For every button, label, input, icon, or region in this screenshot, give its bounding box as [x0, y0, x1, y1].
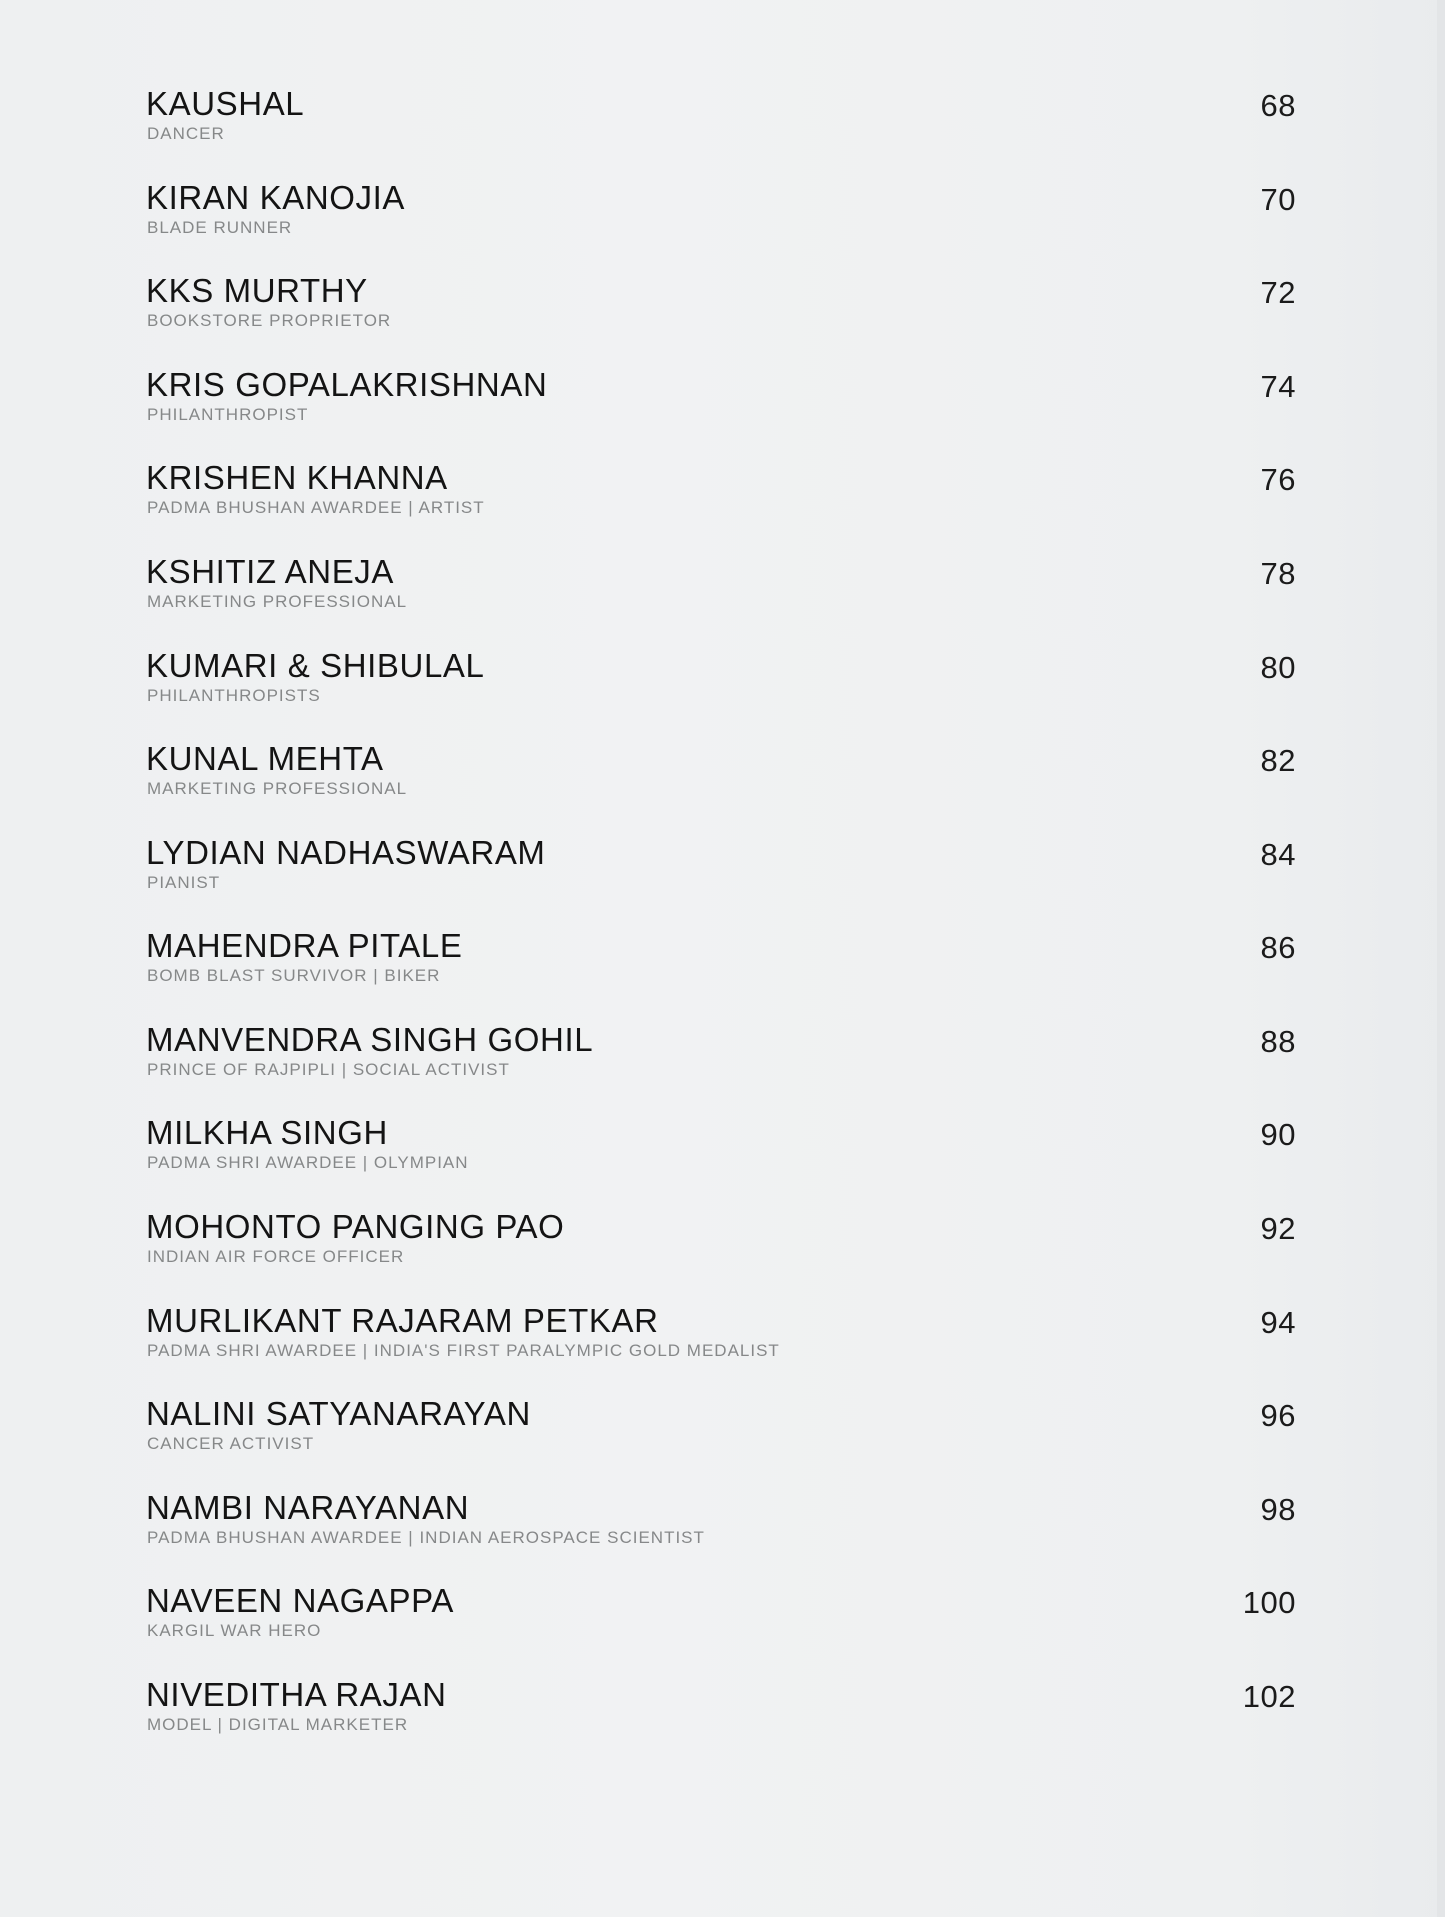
- toc-entry[interactable]: [146, 1116, 1296, 1196]
- entry-name: KKS MURTHY: [146, 272, 368, 309]
- entry-name: KRIS GOPALAKRISHNAN: [146, 366, 548, 403]
- entry-page-number: 102: [1242, 1679, 1296, 1714]
- entry-role: MODEL | DIGITAL MARKETER: [147, 1715, 409, 1734]
- entry-page-number: 100: [1242, 1585, 1296, 1620]
- entry-role: PRINCE OF RAJPIPLI | SOCIAL ACTIVIST: [147, 1060, 510, 1079]
- entry-name: LYDIAN NADHASWARAM: [146, 834, 546, 871]
- entry-name: NIVEDITHA RAJAN: [146, 1676, 447, 1713]
- entry-name: KRISHEN KHANNA: [146, 459, 448, 496]
- entry-role: PHILANTHROPIST: [147, 405, 309, 424]
- entry-role: BOMB BLAST SURVIVOR | BIKER: [147, 966, 441, 985]
- entry-role: PHILANTHROPISTS: [147, 686, 321, 705]
- entry-page-number: 70: [1260, 182, 1296, 217]
- entry-name: NAMBI NARAYANAN: [146, 1489, 470, 1526]
- toc-entry[interactable]: [146, 1584, 1296, 1664]
- toc-entry[interactable]: [146, 649, 1296, 729]
- toc-entry[interactable]: [146, 1491, 1296, 1571]
- entry-page-number: 82: [1260, 743, 1296, 778]
- entry-page-number: 94: [1260, 1305, 1296, 1340]
- entry-page-number: 76: [1260, 462, 1296, 497]
- entry-name: KIRAN KANOJIA: [146, 179, 406, 216]
- entry-name: KUNAL MEHTA: [146, 740, 384, 777]
- toc-entry[interactable]: [146, 461, 1296, 541]
- entry-name: MURLIKANT RAJARAM PETKAR: [146, 1302, 659, 1339]
- entry-name: MAHENDRA PITALE: [146, 927, 463, 964]
- toc-entry[interactable]: [146, 1678, 1296, 1758]
- entry-page-number: 68: [1260, 88, 1296, 123]
- toc-entry[interactable]: [146, 1304, 1296, 1384]
- toc-entry[interactable]: [146, 836, 1296, 916]
- toc-entry[interactable]: [146, 1023, 1296, 1103]
- entry-role: DANCER: [147, 124, 225, 143]
- entry-page-number: 86: [1260, 930, 1296, 965]
- entry-role: INDIAN AIR FORCE OFFICER: [147, 1247, 405, 1266]
- entry-page-number: 80: [1260, 650, 1296, 685]
- entry-page-number: 78: [1260, 556, 1296, 591]
- toc-entry[interactable]: [146, 274, 1296, 354]
- entry-name: KUMARI & SHIBULAL: [146, 647, 485, 684]
- entry-role: BLADE RUNNER: [147, 218, 293, 237]
- entry-page-number: 96: [1260, 1398, 1296, 1433]
- entry-role: PADMA BHUSHAN AWARDEE | ARTIST: [147, 498, 485, 517]
- entry-page-number: 72: [1260, 275, 1296, 310]
- entry-role: CANCER ACTIVIST: [147, 1434, 315, 1453]
- entry-role: PADMA SHRI AWARDEE | INDIA'S FIRST PARALYMPIC GOLD MEDALIST: [147, 1341, 780, 1360]
- entry-name: MANVENDRA SINGH GOHIL: [146, 1021, 594, 1058]
- entry-page-number: 74: [1260, 369, 1296, 404]
- toc-entry[interactable]: [146, 181, 1296, 261]
- entry-name: MILKHA SINGH: [146, 1114, 388, 1151]
- entry-role: PADMA SHRI AWARDEE | OLYMPIAN: [147, 1153, 469, 1172]
- entry-page-number: 98: [1260, 1492, 1296, 1527]
- entry-name: NAVEEN NAGAPPA: [146, 1582, 454, 1619]
- entry-role: PADMA BHUSHAN AWARDEE | INDIAN AEROSPACE SCIENTIST: [147, 1528, 705, 1547]
- entry-name: MOHONTO PANGING PAO: [146, 1208, 565, 1245]
- entry-role: BOOKSTORE PROPRIETOR: [147, 311, 392, 330]
- toc-entry[interactable]: [146, 1397, 1296, 1477]
- entry-page-number: 84: [1260, 837, 1296, 872]
- entry-name: KSHITIZ ANEJA: [146, 553, 395, 590]
- toc-entry[interactable]: [146, 555, 1296, 635]
- entry-page-number: 90: [1260, 1117, 1296, 1152]
- entry-role: MARKETING PROFESSIONAL: [147, 779, 408, 798]
- entry-role: KARGIL WAR HERO: [147, 1621, 322, 1640]
- toc-entry[interactable]: [146, 742, 1296, 822]
- entry-page-number: 88: [1260, 1024, 1296, 1059]
- toc-entry[interactable]: [146, 368, 1296, 448]
- entry-page-number: 92: [1260, 1211, 1296, 1246]
- entry-role: MARKETING PROFESSIONAL: [147, 592, 408, 611]
- toc-entry[interactable]: [146, 929, 1296, 1009]
- toc-entry[interactable]: [146, 1210, 1296, 1290]
- entry-role: PIANIST: [147, 873, 221, 892]
- toc-entry[interactable]: [146, 87, 1296, 167]
- entry-name: KAUSHAL: [146, 85, 305, 122]
- entry-name: NALINI SATYANARAYAN: [146, 1395, 531, 1432]
